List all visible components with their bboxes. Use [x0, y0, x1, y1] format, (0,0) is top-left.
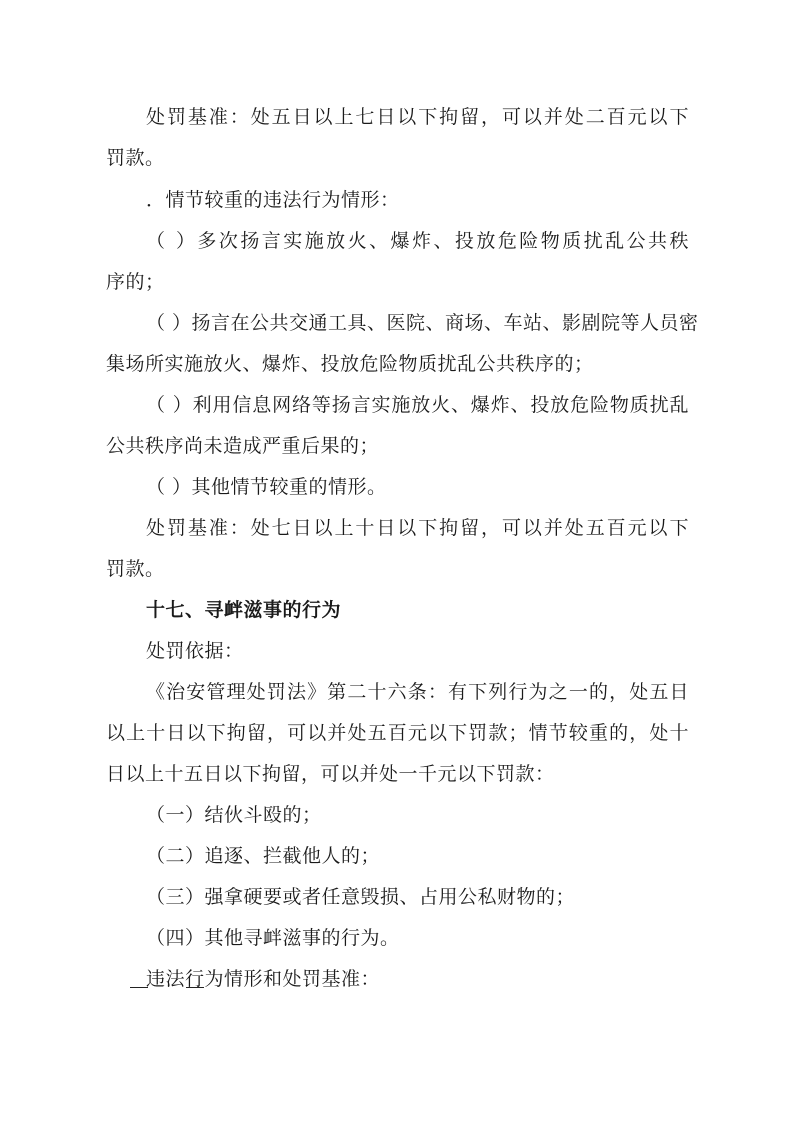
paragraph-line: 罚款。 [106, 558, 165, 580]
footer-dash-right [186, 987, 204, 988]
list-item: （二）追逐、拦截他人的； [146, 845, 381, 867]
paragraph-line: 违法行为情形和处罚基准： [146, 968, 381, 990]
paragraph-line: （ ）其他情节较重的情形。 [146, 476, 387, 498]
paragraph-line: 公共秩序尚未造成严重后果的； [106, 435, 380, 457]
paragraph-line: 处罚依据： [146, 640, 244, 662]
paragraph-line: 日以上十五日以下拘留，可以并处一千元以下罚款： [106, 763, 555, 785]
paragraph-line: （ ）利用信息网络等扬言实施放火、爆炸、投放危险物质扰乱 [146, 394, 689, 416]
paragraph-line: 集场所实施放火、爆炸、投放危险物质扰乱公共秩序的； [106, 353, 594, 375]
paragraph-line: （ ）扬言在公共交通工具、医院、商场、车站、影剧院等人员密 [146, 312, 699, 334]
footer-dash-left [130, 987, 148, 988]
list-item: （一）结伙斗殴的； [146, 804, 322, 826]
paragraph-line: （ ）多次扬言实施放火、爆炸、投放危险物质扰乱公共秩 [146, 230, 689, 252]
list-item: （三）强拿硬要或者任意毁损、占用公私财物的； [146, 886, 576, 908]
paragraph-line: 罚款。 [106, 147, 165, 169]
paragraph-line: ．情节较重的违法行为情形： [146, 189, 400, 211]
paragraph-line: 《治安管理处罚法》第二十六条：有下列行为之一的，处五日 [146, 681, 689, 703]
paragraph-line: 以上十日以下拘留，可以并处五百元以下罚款；情节较重的，处十 [106, 722, 689, 744]
list-item: （四）其他寻衅滋事的行为。 [146, 927, 400, 949]
paragraph-line: 处罚基准：处五日以上七日以下拘留，可以并处二百元以下 [146, 106, 689, 128]
section-heading: 十七、寻衅滋事的行为 [146, 599, 342, 621]
paragraph-line: 序的； [106, 271, 165, 293]
paragraph-line: 处罚基准：处七日以上十日以下拘留，可以并处五百元以下 [146, 517, 689, 539]
